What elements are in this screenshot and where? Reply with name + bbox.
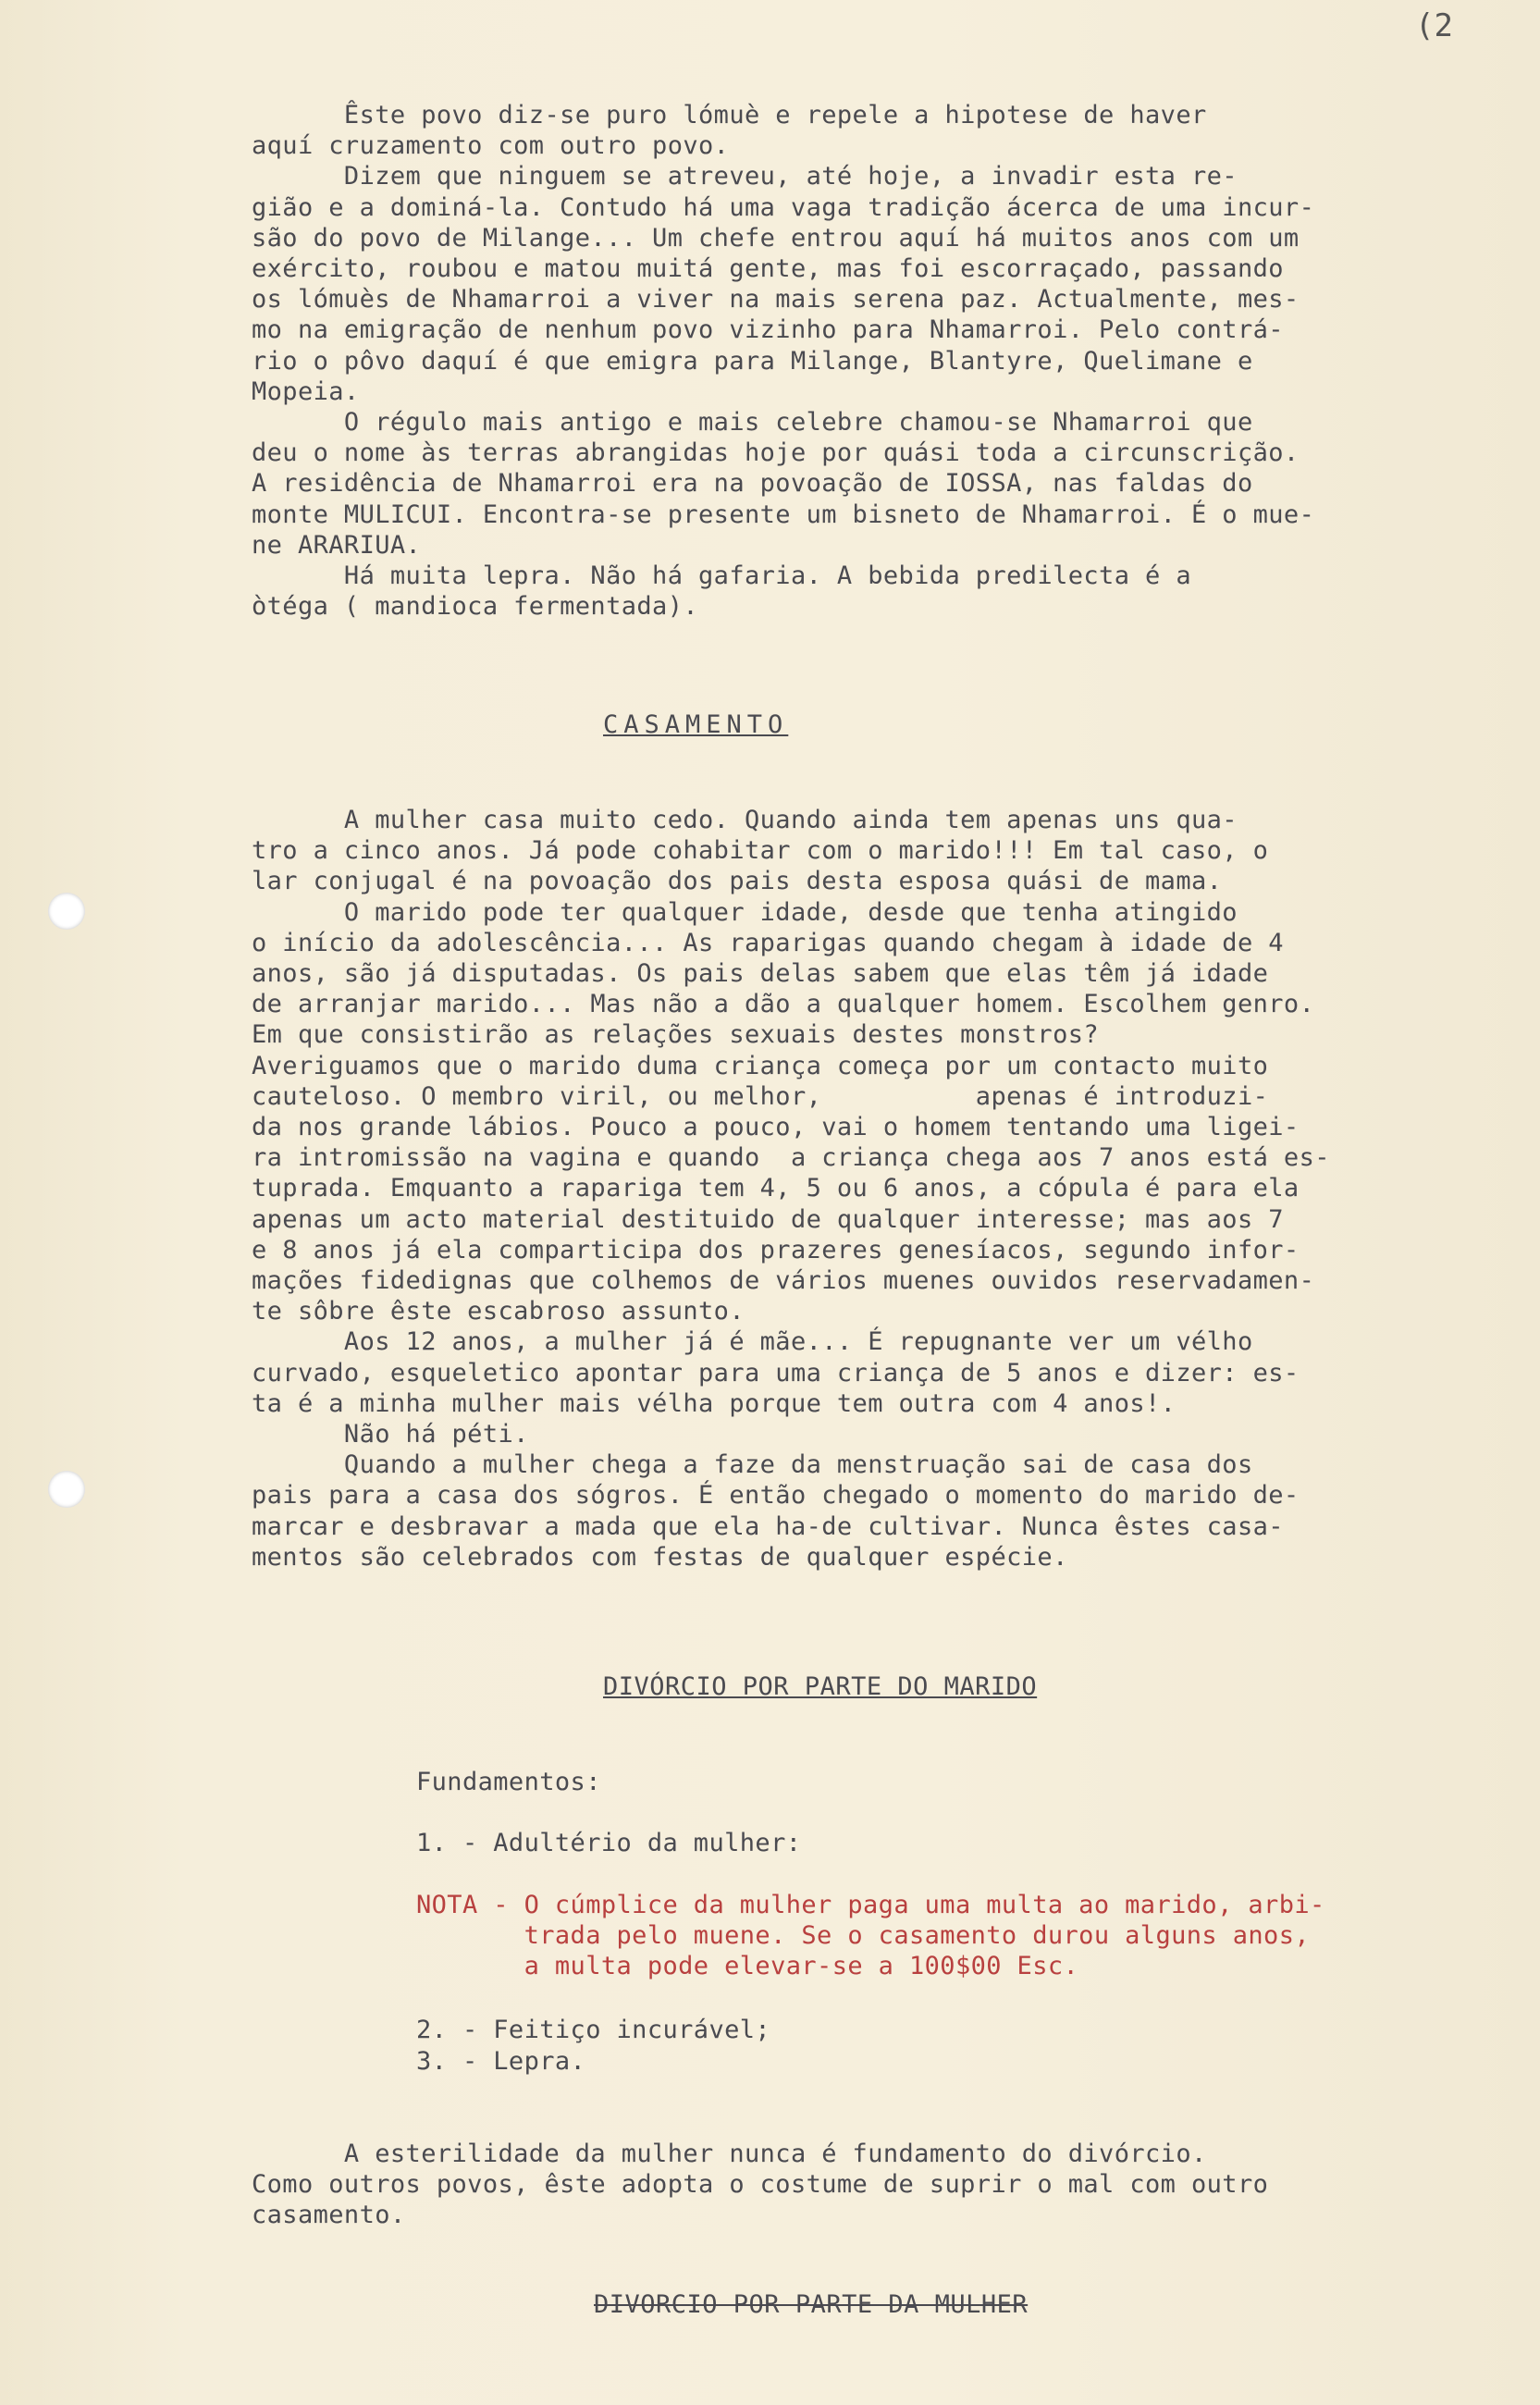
- text-line: Como outros povos, êste adopta o costume de suprir o mal com outro: [252, 2170, 1269, 2200]
- nota-text: [416, 1890, 1540, 1982]
- text-line: aquí cruzamento com outro povo.: [252, 131, 730, 161]
- text-line: os lómuès de Nhamarroi a viver na mais serena paz. Actualmente, mes-: [252, 285, 1300, 314]
- casamento-text: [252, 805, 1509, 1572]
- fundamento-2: 2. - Feitiço incurável;: [416, 2016, 771, 2044]
- text-line: rio o pôvo daquí é que emigra para Milange, Blantyre, Quelimane e: [252, 346, 1253, 376]
- text-line: A residência de Nhamarroi era na povoação de IOSSA, nas faldas do: [252, 469, 1253, 499]
- text-line: Aos 12 anos, a mulher já é mãe... É repugnante ver um vélho: [252, 1327, 1253, 1357]
- text-line: casamento.: [252, 2201, 406, 2230]
- text-line: A mulher casa muito cedo. Quando ainda tem apenas uns qua-: [252, 806, 1238, 834]
- text-line: ta é a minha mulher mais vélha porque tem outra com 4 anos!.: [252, 1388, 1177, 1418]
- heading-casamento: CASAMENTO: [603, 710, 789, 739]
- text-line: deu o nome às terras abrangidas hoje por quási toda a circunscrição.: [252, 438, 1300, 468]
- text-line: O marido pode ter qualquer idade, desde que tenha atingido: [252, 897, 1238, 927]
- text-line: O régulo mais antigo e mais celebre chamou-se Nhamarroi que: [252, 408, 1253, 438]
- text-line: o início da adolescência... As raparigas quando chegam à idade de 4: [252, 928, 1284, 957]
- text-line: mentos são celebrados com festas de qualquer espécie.: [252, 1542, 1068, 1572]
- text-line: Há muita lepra. Não há gafaria. A bebida predilecta é a: [252, 561, 1191, 591]
- text-line: tuprada. Emquanto a rapariga tem 4, 5 ou 6 anos, a cópula é para ela: [252, 1174, 1300, 1203]
- text-line: a multa pode elevar-se a 100$00 Esc.: [416, 1952, 1079, 1981]
- text-line: lar conjugal é na povoação dos pais desta esposa quási de mama.: [252, 867, 1223, 896]
- esterilidade-text: [252, 2139, 1509, 2231]
- text-line: trada pelo muene. Se o casamento durou alguns anos,: [416, 1921, 1311, 1951]
- text-line: cauteloso. O membro viril, ou melhor, apenas é introduzi-: [252, 1081, 1269, 1111]
- text-line: Mopeia.: [252, 376, 360, 406]
- text-line: e 8 anos já ela comparticipa dos prazeres genesíacos, segundo infor-: [252, 1235, 1300, 1264]
- text-line: mo na emigração de nenhum povo vizinho para Nhamarroi. Pelo contrá-: [252, 315, 1284, 345]
- text-line: apenas um acto material destituido de qualquer interesse; mas aos 7: [252, 1204, 1284, 1234]
- text-line: Averiguamos que o marido duma criança começa por um contacto muito: [252, 1051, 1269, 1080]
- text-line: são do povo de Milange... Um chefe entrou aquí há muitos anos com um: [252, 223, 1300, 253]
- fundamentos-label: Fundamentos:: [416, 1768, 601, 1796]
- text-line: gião e a dominá-la. Contudo há uma vaga tradição ácerca de uma incur-: [252, 192, 1315, 222]
- text-line: ne ARARIUA.: [252, 530, 422, 560]
- heading-divorcio-marido: DIVÓRCIO POR PARTE DO MARIDO: [603, 1672, 1038, 1701]
- text-line: exército, roubou e matou muitá gente, mas foi escorraçado, passando: [252, 254, 1284, 284]
- fundamento-1: 1. - Adultério da mulher:: [416, 1829, 802, 1857]
- fundamento-3: 3. - Lepra.: [416, 2047, 586, 2076]
- text-line: anos, são já disputadas. Os pais delas sabem que elas têm já idade: [252, 959, 1269, 989]
- text-line: ra intromissão na vagina e quando a criança chega aos 7 anos está es-: [252, 1143, 1330, 1173]
- text-line: Dizem que ninguem se atreveu, até hoje, a invadir esta re-: [252, 162, 1238, 191]
- text-line: curvado, esqueletico apontar para uma criança de 5 anos e dizer: es-: [252, 1358, 1300, 1388]
- text-line: da nos grande lábios. Pouco a pouco, vai o homem tentando uma ligei-: [252, 1113, 1300, 1142]
- text-line: pais para a casa dos sógros. É então chegado o momento do marido de-: [252, 1481, 1300, 1511]
- punch-hole: [48, 1471, 85, 1508]
- text-line: Êste povo diz-se puro lómuè e repele a hipotese de haver: [252, 101, 1207, 130]
- punch-hole: [48, 893, 85, 930]
- text-line: Não há péti.: [252, 1420, 529, 1449]
- text-line: de arranjar marido... Mas não a dão a qualquer homem. Escolhem genro.: [252, 990, 1315, 1019]
- text-line: te sôbre êste escabroso assunto.: [252, 1297, 745, 1326]
- text-line: marcar e desbravar a mada que ela ha-de cultivar. Nunca êstes casa-: [252, 1511, 1284, 1541]
- text-line: Em que consistirão as relações sexuais destes monstros?: [252, 1020, 1100, 1050]
- intro-text: [252, 100, 1509, 622]
- text-line: monte MULICUI. Encontra-se presente um bisneto de Nhamarroi. É o mue-: [252, 500, 1315, 529]
- page-number: (2: [1415, 7, 1453, 44]
- heading-divorcio-mulher-struck: DIVORCIO POR PARTE DA MULHER: [594, 2290, 1029, 2319]
- text-line: òtéga ( mandioca fermentada).: [252, 592, 699, 622]
- text-line: Quando a mulher chega a faze da menstruação sai de casa dos: [252, 1450, 1253, 1480]
- text-line: tro a cinco anos. Já pode cohabitar com o marido!!! Em tal caso, o: [252, 836, 1269, 866]
- text-line: mações fidedignas que colhemos de vários muenes ouvidos reservadamen-: [252, 1266, 1315, 1296]
- text-line: NOTA - O cúmplice da mulher paga uma multa ao marido, arbi-: [416, 1891, 1325, 1919]
- text-line: A esterilidade da mulher nunca é fundamento do divórcio.: [252, 2140, 1207, 2168]
